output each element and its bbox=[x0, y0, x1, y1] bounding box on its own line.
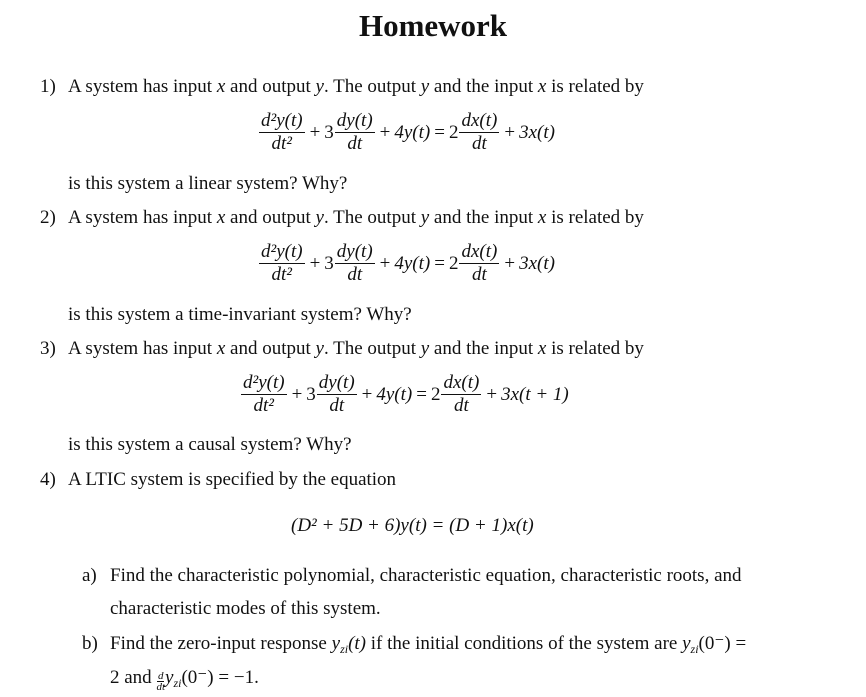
part-a-line-1: a) Find the characteristic polynomial, characteristic equation, characteristic roots, and bbox=[82, 565, 742, 586]
problem-number: 4) bbox=[40, 469, 56, 490]
problem-number: 3) bbox=[40, 338, 56, 359]
problem-1-question: is this system a linear system? Why? bbox=[68, 173, 348, 194]
problem-2-statement: 2) A system has input x and output y. The output y and the input x is related by bbox=[40, 206, 644, 231]
problem-number: 1) bbox=[40, 76, 56, 97]
small-fraction: $\frac{d}{dt}$ bbox=[156, 670, 165, 693]
part-a-line-2: characteristic modes of this system. bbox=[110, 598, 381, 619]
problem-3-question: is this system a causal system? Why? bbox=[68, 434, 352, 455]
problem-1-statement: 1) A system has input x and output y. The output y and the input x is related by bbox=[40, 75, 644, 100]
problem-number: 2) bbox=[40, 207, 56, 228]
fraction: $\frac{dy(t)}{dt}$ bbox=[318, 372, 355, 416]
problem-2-question: is this system a time-invariant system? Why? bbox=[68, 304, 412, 325]
equation-1: $\frac{\text{d²y(t)}}{\text{dt²}}$ + 3 $\frac{dy(t)}{dt}$ + 4y(t) = 2 $\frac{dx(t)}{dt}$ + 3x(t) bbox=[261, 110, 555, 154]
page-title: Homework bbox=[358, 8, 508, 43]
fraction: $\frac{dx(t)}{dt}$ bbox=[461, 241, 498, 285]
equation-3: $\frac{\text{d²y(t)}}{\text{dt²}}$ + 3 $\frac{dy(t)}{dt}$ + 4y(t) = 2 $\frac{dx(t)}{dt}$ + 3x(t + 1) bbox=[243, 372, 569, 416]
fraction: $\frac{\text{d²y(t)}}{\text{dt²}}$ bbox=[243, 372, 285, 416]
problem-4-statement: 4) A LTIC system is specified by the equation bbox=[40, 468, 396, 493]
part-b-line-2: 2 and $\frac{d}{dt}$ $y_{zi}(0^-) = -1$. bbox=[110, 667, 259, 693]
fraction: $\frac{dx(t)}{dt}$ bbox=[443, 372, 480, 416]
problem-3-statement: 3) A system has input x and output y. The output y and the input x is related by bbox=[40, 337, 644, 362]
part-b-line-1: b) Find the zero-input response $y_{zi}(t)$ if the initial conditions of the system are $y_{zi}(0^-)$ = bbox=[82, 633, 747, 656]
fraction: $\frac{dy(t)}{dt}$ bbox=[336, 241, 373, 285]
fraction: $\frac{dx(t)}{dt}$ bbox=[461, 110, 498, 154]
fraction: $\frac{dy(t)}{dt}$ bbox=[336, 110, 373, 154]
fraction: $\frac{\text{d²y(t)}}{\text{dt²}}$ bbox=[261, 241, 303, 285]
fraction: $\frac{\text{d²y(t)}}{\text{dt²}}$ bbox=[261, 110, 303, 154]
equation-4: (D² + 5D + 6)y(t) = (D + 1)x(t) bbox=[291, 515, 534, 536]
equation-2: $\frac{\text{d²y(t)}}{\text{dt²}}$ + 3 $\frac{dy(t)}{dt}$ + 4y(t) = 2 $\frac{dx(t)}{dt}$ + 3x(t) bbox=[261, 241, 555, 285]
